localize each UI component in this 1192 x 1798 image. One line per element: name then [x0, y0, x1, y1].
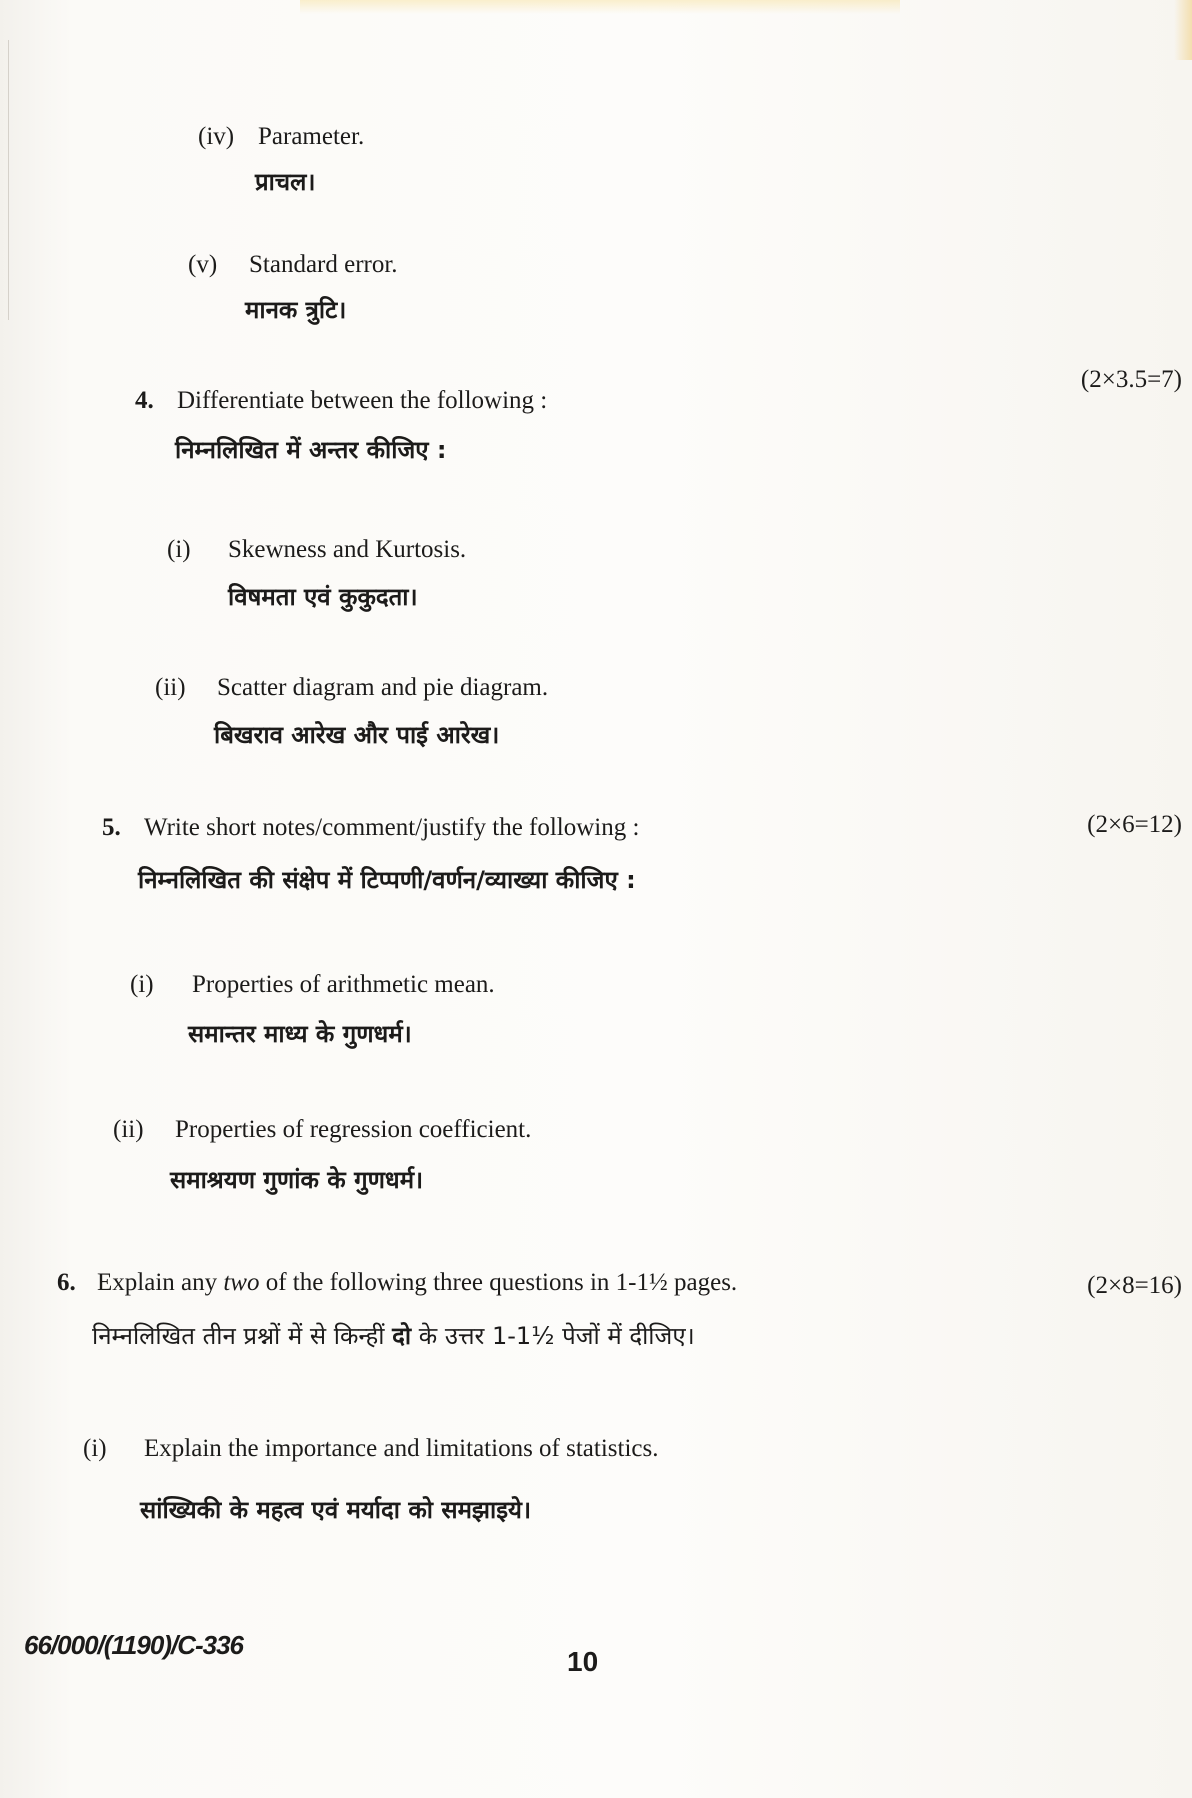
- q5-ii-english: Properties of regression coefficient.: [175, 1116, 532, 1143]
- q5-ii-number: (ii): [113, 1116, 144, 1143]
- binding-line: [8, 40, 9, 320]
- q4-i-english: Skewness and Kurtosis.: [228, 536, 467, 563]
- q4-marks: (2×3.5=7): [1080, 366, 1182, 393]
- q6-hindi-emphasis: दो: [392, 1322, 412, 1350]
- page-number: 10: [567, 1646, 599, 1677]
- q5-hindi: निम्नलिखित की संक्षेप में टिप्पणी/वर्णन/व्याख्या कीजिए :: [138, 866, 636, 894]
- q3-iv-hindi: प्राचल।: [255, 168, 316, 196]
- q6-i-hindi: सांख्यिकी के महत्व एवं मर्यादा को समझाइये।: [140, 1496, 532, 1524]
- q5-i-hindi: समान्तर माध्य के गुणधर्म।: [188, 1020, 412, 1048]
- q6-hindi: निम्नलिखित तीन प्रश्नों में से किन्हीं दो के उत्तर 1-1½ पेजों में दीजिए।: [92, 1322, 695, 1350]
- q3-iv-english: Parameter.: [258, 123, 365, 150]
- q3-v-hindi: मानक त्रुटि।: [245, 296, 347, 324]
- q5-i-number: (i): [130, 971, 154, 998]
- paper-code: 66/000/(1190)/C-336: [24, 1630, 244, 1660]
- q4-english: Differentiate between the following :: [177, 387, 548, 414]
- q4-ii-hindi: बिखराव आरेख और पाई आरेख।: [214, 721, 500, 749]
- q4-hindi: निम्नलिखित में अन्तर कीजिए :: [175, 436, 447, 464]
- q5-number: 5.: [102, 814, 121, 841]
- q4-number: 4.: [135, 387, 154, 414]
- q5-ii-hindi: समाश्रयण गुणांक के गुणधर्म।: [170, 1166, 424, 1194]
- q3-v-number: (v): [188, 251, 218, 278]
- paper-tint: [300, 0, 900, 14]
- q3-iv-number: (iv): [198, 123, 235, 150]
- q5-marks: (2×6=12): [1087, 811, 1182, 838]
- q6-number: 6.: [57, 1269, 76, 1296]
- paper-edge: [1174, 0, 1192, 60]
- q6-marks: (2×8=16): [1087, 1272, 1182, 1299]
- q4-ii-number: (ii): [155, 674, 186, 701]
- q6-i-english: Explain the importance and limitations of statistics.: [144, 1435, 659, 1462]
- q4-i-number: (i): [167, 536, 191, 563]
- q6-emphasis: two: [223, 1269, 260, 1296]
- q4-ii-english: Scatter diagram and pie diagram.: [217, 674, 549, 701]
- q5-i-english: Properties of arithmetic mean.: [192, 971, 495, 998]
- q4-i-hindi: विषमता एवं कुकुदता।: [228, 583, 418, 611]
- q3-v-english: Standard error.: [249, 251, 398, 278]
- q6-i-number: (i): [83, 1435, 107, 1462]
- q6-english: Explain any two of the following three questions in 1-1½ pages.: [97, 1269, 738, 1296]
- q5-english: Write short notes/comment/justify the following :: [144, 814, 640, 841]
